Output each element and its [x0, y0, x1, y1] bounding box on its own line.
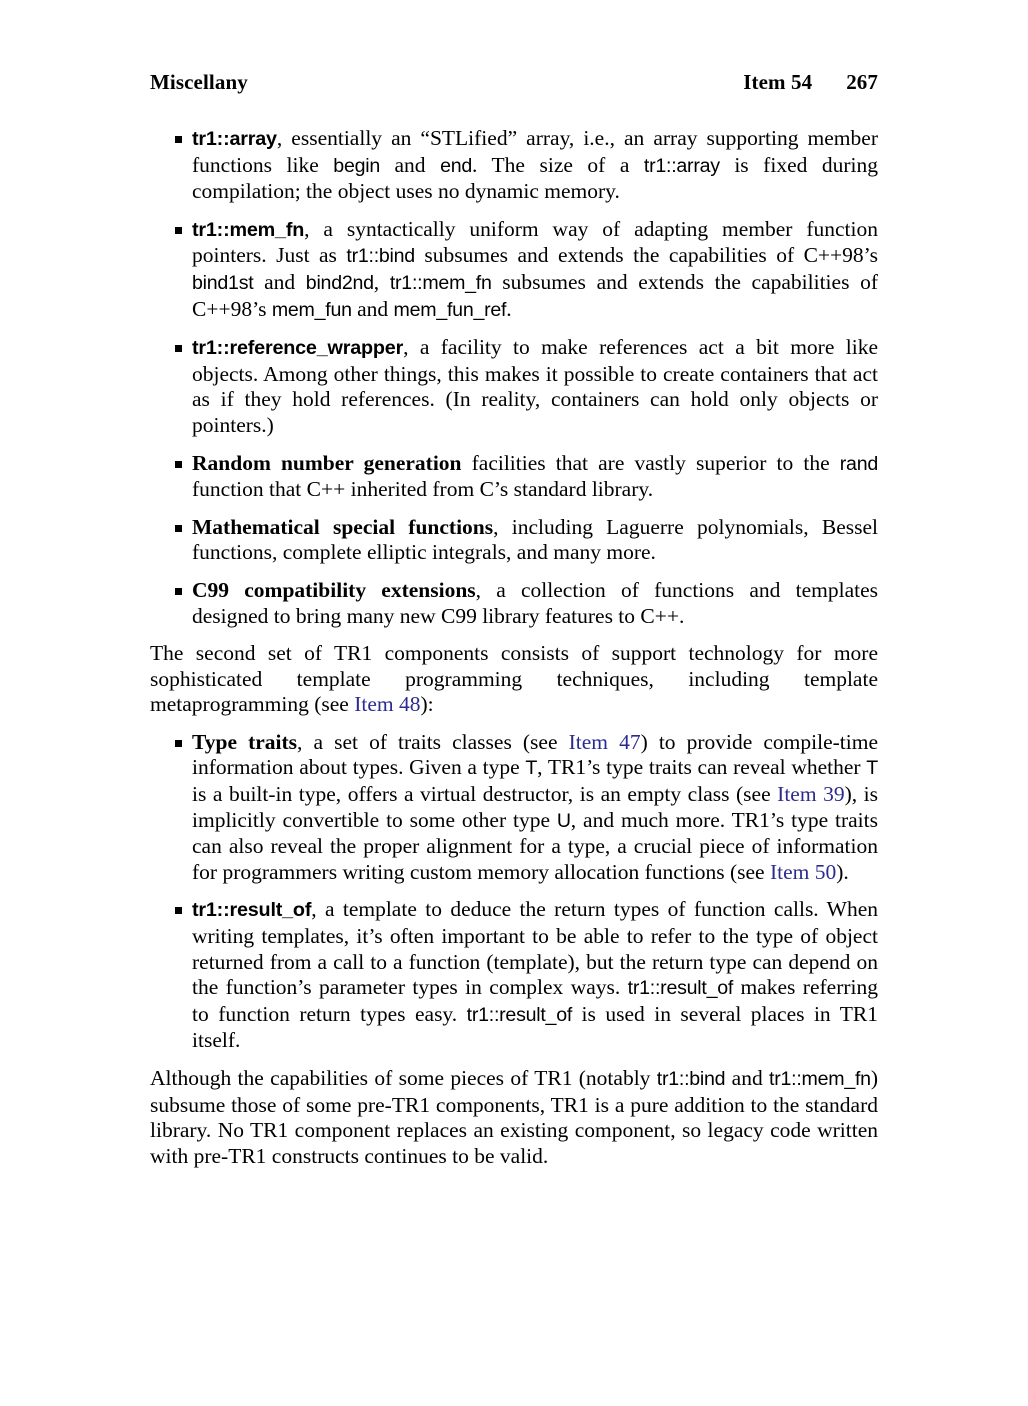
text-run: facilities that are vastly superior to the [461, 450, 840, 475]
code-run: U [556, 809, 571, 832]
list-item [150, 730, 878, 886]
text-run: is a built-in type, offers a virtual destructor, is an empty class (see [192, 782, 778, 807]
list-item [150, 451, 878, 503]
text-run: , and much more. TR1’s type traits can also reveal the proper alignment for a type, a crucial piece of information for programmers writing custom memory allocation functions (see [192, 807, 878, 884]
page-number: 267 [846, 70, 878, 94]
text-run: , a set of traits classes (see [297, 729, 569, 754]
cross-reference-link[interactable]: Item 39 [777, 782, 845, 807]
code-term-run: tr1::mem_fn [192, 218, 305, 241]
code-run: end [440, 154, 473, 177]
text-run: Although the capabilities of some pieces of TR1 (notably [150, 1066, 657, 1090]
text-run: and [725, 1066, 770, 1090]
code-run: rand [839, 452, 878, 475]
text-run: , a syntactically uniform way of adapting member function pointers. Just as [192, 216, 878, 268]
paragraph-list-spacer [150, 718, 878, 730]
code-run: tr1::bind [656, 1068, 726, 1090]
text-run: , a template to deduce the return types of function calls. When writing templates, it’s often important to be able to refer to the type of object returned from a call to a function (template), but the return type can depend on the function’s parameter types in complex ways. [192, 897, 878, 1000]
bold-term-run: C99 compatibility extensions [192, 577, 476, 602]
list-paragraph-spacer [150, 629, 878, 641]
code-run: tr1::result_of [466, 1003, 573, 1026]
list-item-text [192, 515, 878, 565]
text-run: subsumes and extends the capabilities of C++98’s [192, 269, 879, 321]
list-item [150, 335, 878, 438]
square-bullet-icon [175, 740, 182, 747]
list-closing-spacer [150, 1054, 878, 1066]
text-run: ) subsume those of some pre-TR1 components, TR1 is a pure addition to the standard library. No TR1 component replaces an existing component, so legacy code written with pre-TR1 constructs continues to be valid. [150, 1066, 878, 1168]
code-run: bind2nd [305, 271, 374, 294]
closing-paragraph [150, 1066, 878, 1169]
list-item [150, 515, 878, 566]
running-head [150, 70, 878, 95]
square-bullet-icon [175, 461, 182, 468]
code-run: begin [333, 154, 380, 177]
code-run: tr1::result_of [627, 977, 734, 1000]
bold-term-run: Mathematical special functions [192, 514, 494, 539]
list-item-text [192, 217, 878, 321]
tr1-support-technology-list [150, 730, 878, 1054]
list-item [150, 897, 878, 1054]
text-run: ). [836, 859, 849, 884]
text-run: , a collection of functions and templates designed to bring many new C99 library features to C++. [192, 577, 878, 628]
running-head-right-group [743, 70, 878, 95]
code-run: T [525, 757, 538, 780]
running-head-item-label: Item 54 [743, 70, 813, 94]
text-run: , essentially an “STLified” array, i.e., an array supporting member functions like [192, 126, 878, 177]
list-item [150, 578, 878, 629]
text-run: The second set of TR1 components consists of support technology for more sophisticated template programming techniques, including template metaprogramming (see [150, 641, 878, 717]
square-bullet-icon [175, 588, 182, 595]
code-run: tr1::bind [346, 245, 415, 268]
code-run: mem_fun [271, 298, 352, 321]
square-bullet-icon [175, 345, 182, 352]
text-run: . The size of a [472, 152, 644, 177]
text-run: subsumes and extends the capabilities of C++98’s [414, 243, 878, 268]
running-head-chapter-title: Miscellany [150, 70, 248, 94]
text-run: ) to provide compile-time information about types. Given a type [192, 729, 878, 780]
code-term-run: tr1::reference_wrapper [192, 337, 404, 360]
cross-reference-link[interactable]: Item 50 [769, 859, 837, 884]
list-item-text [192, 578, 878, 628]
square-bullet-icon [175, 227, 182, 234]
tr1-components-list [150, 126, 878, 629]
code-run: T [866, 757, 878, 780]
list-item-text [192, 335, 878, 437]
text-run: makes referring to function return types easy. [192, 975, 878, 1026]
code-term-run: tr1::array [192, 128, 277, 150]
text-run: and [351, 296, 394, 321]
list-item-text [192, 730, 878, 884]
text-run: and [380, 152, 441, 177]
text-run: and [253, 269, 306, 294]
code-term-run: tr1::result_of [192, 899, 312, 922]
text-run: is fixed during compilation; the object uses no dynamic memory. [192, 152, 879, 204]
text-run: , [373, 269, 390, 294]
square-bullet-icon [175, 525, 182, 532]
list-item [150, 126, 878, 205]
text-run: , a facility to make references act a bit more like objects. Among other things, this makes it possible to create containers that act as if they hold references. (In reality, containers can hold only objects or pointers.) [192, 335, 878, 437]
square-bullet-icon [175, 907, 182, 914]
list-item-text [192, 897, 878, 1052]
list-item-text [192, 126, 878, 203]
cross-reference-link[interactable]: Item 47 [568, 729, 641, 754]
code-run: tr1::mem_fn [389, 271, 492, 294]
code-run: tr1::array [643, 154, 720, 177]
text-run: function that C++ inherited from C’s standard library. [192, 477, 654, 502]
text-run: , TR1’s type traits can reveal whether [537, 755, 867, 780]
text-run: ): [420, 692, 434, 717]
square-bullet-icon [175, 136, 182, 143]
second-set-intro-paragraph [150, 641, 878, 718]
text-run: is used in several places in TR1 itself. [192, 1001, 878, 1053]
page-body [150, 126, 878, 1169]
list-item [150, 217, 878, 323]
code-run: bind1st [192, 271, 254, 294]
code-run: tr1::mem_fn [769, 1068, 871, 1090]
text-run: , including Laguerre polynomials, Bessel functions, complete elliptic integrals, and many more. [192, 514, 878, 565]
text-run: . [506, 296, 512, 321]
text-run: ), is implicitly convertible to some other type [192, 782, 878, 832]
bold-term-run: Type traits [192, 729, 298, 754]
cross-reference-link[interactable]: Item 48 [354, 692, 421, 717]
bold-term-run: Random number generation [192, 450, 462, 475]
list-item-text [192, 451, 878, 502]
code-run: mem_fun_ref [393, 298, 507, 321]
